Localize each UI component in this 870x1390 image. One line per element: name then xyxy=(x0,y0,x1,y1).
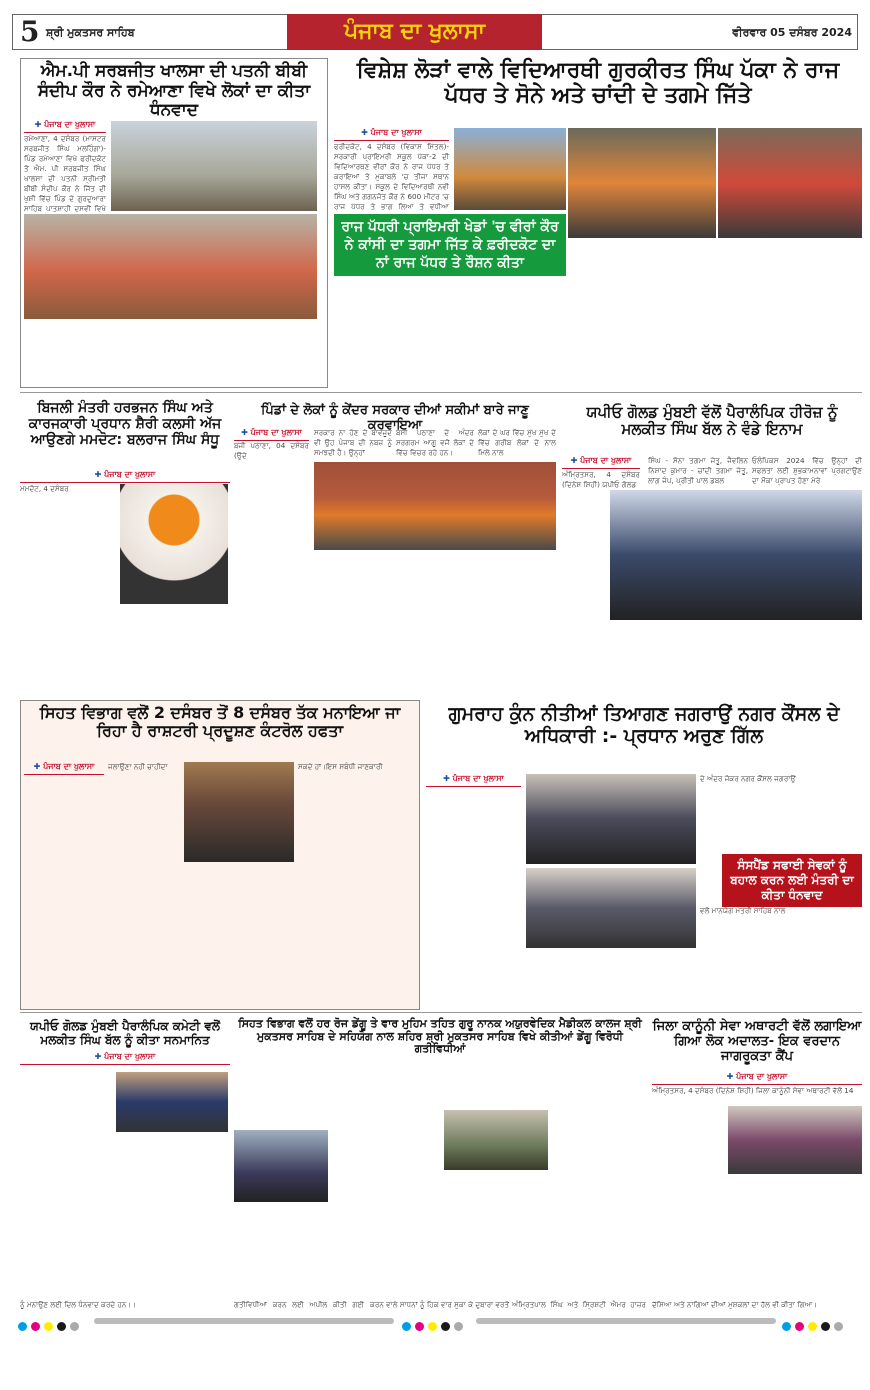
article-photo xyxy=(718,128,862,238)
article-body-continued xyxy=(24,322,317,382)
article-photo xyxy=(111,121,317,211)
plus-icon: ✚ xyxy=(361,128,368,137)
byline-label: ਪੰਜਾਬ ਦਾ ਖੁਲਾਸਾ xyxy=(43,762,95,771)
byline-label: ਪੰਜਾਬ ਦਾ ਖੁਲਾਸਾ xyxy=(104,470,156,479)
byline xyxy=(426,774,521,787)
byline xyxy=(20,470,230,483)
article-body-end: ਅੰਮ੍ਰਿਤਪਾਲ ਸਿੰਘ ਅਤੇ ਸ੍ਰਿਸ਼ਟੀ ਐਮਰ ਹਾਜ਼ਰ xyxy=(512,1300,646,1309)
print-bar xyxy=(94,1318,394,1324)
article-column: ਦੇ ਅੰਦਰ ਜੋਕਰ ਨਗਰ ਕੌਂਸਲ ਜਗਰਾਉਂ xyxy=(700,774,796,783)
article-body-continued xyxy=(562,625,862,687)
article-column: ਸਕਦੇ ਹਾਂ।ਇਸ ਸਬੰਧੀ ਜਾਣਕਾਰੀ xyxy=(298,762,383,771)
byline-label: ਪੰਜਾਬ ਦਾ ਖੁਲਾਸਾ xyxy=(104,1052,156,1061)
article-photo xyxy=(116,1072,228,1132)
plus-icon: ✚ xyxy=(94,1052,102,1061)
article-body xyxy=(20,1066,112,1176)
article-body-continued xyxy=(652,1178,862,1278)
color-dot xyxy=(57,1322,66,1331)
color-dot xyxy=(821,1322,830,1331)
article-headline[interactable]: ਪਿੰਡਾਂ ਦੇ ਲੋਕਾਂ ਨੂੰ ਕੇਂਦਰ ਸਰਕਾਰ ਦੀਆਂ ਸਕੀਮਾਂ ਬਾਰੇ ਜਾਣੂ ਕਰਵਾਇਆ xyxy=(261,403,529,433)
article-body: ਅੰਮ੍ਰਿਤਸਰ, 4 ਦਸੰਬਰ (ਦਿਨੇਸ਼ ਸ਼ਿਹੀ) ਯਪੀਓ ਗੋਲਡ xyxy=(562,470,640,489)
byline xyxy=(20,1052,230,1065)
byline xyxy=(234,428,309,441)
page-number: 5 xyxy=(20,15,40,48)
person-photo xyxy=(120,484,228,604)
article-column: ਸਰਕਾਰ ਨਾ ਹੋਣ ਦੇ ਬਾਵਜੂਦ ਵੀ ਉਹ ਪੰਜਾਬ ਦੀ ਨਬਜ਼ ਨੂੰ ਸਮਝਦੀ ਹੈ। ਉਨ੍ਹਾਂ xyxy=(314,428,392,457)
article-photo xyxy=(610,490,862,620)
color-dot xyxy=(454,1322,463,1331)
color-dot xyxy=(441,1322,450,1331)
article-body-end: ਗਤੀਵਿਧੀਆਂ ਕਰਨ ਲਈ ਅਪੀਲ ਕੀਤੀ ਗਈ xyxy=(234,1300,364,1309)
article-body-continued xyxy=(20,1180,230,1300)
byline xyxy=(24,120,106,133)
byline-label: ਪੰਜਾਬ ਦਾ ਖੁਲਾਸਾ xyxy=(44,120,96,129)
article-photo xyxy=(24,214,317,319)
article-body xyxy=(24,776,104,1001)
byline-label: ਪੰਜਾਬ ਦਾ ਖੁਲਾਸਾ xyxy=(580,456,632,465)
color-dot xyxy=(428,1322,437,1331)
article-photo xyxy=(454,128,566,210)
article-headline[interactable]: ਸਿਹਤ ਵਿਭਾਗ ਵਲੋਂ ਹਰ ਰੋਜ ਡੇਂਗੂ ਤੇ ਵਾਰ ਮੁਹਿਮ ਤਹਿਤ ਗੁਰੂ ਨਾਨਕ ਅਯੁਰਵੇਦਿਕ ਮੈਡੀਕਲ ਕਾਲਜ ਸ਼੍ਰੀ ਮੁਕਤਸਰ ਸਾਹਿਬ ਦੇ ਸਹਿਯੋਗ ਨਾਲ ਸ਼ਹਿਰ ਸ਼੍ਰੀ ਮੁਕਤਸਰ ਸਾਹਿਬ ਵਿਖੇ ਕੀਤੀਆਂ ਡੇਂਗੂ ਵਿਰੋਧੀ ਗਤੀਵਿਧੀਆਂ xyxy=(238,1017,642,1056)
article-body: ਮਮਦੋਟ, 4 ਦਸੰਬਰ xyxy=(20,484,69,493)
plus-icon: ✚ xyxy=(241,428,248,437)
color-dot xyxy=(782,1322,791,1331)
plus-icon: ✚ xyxy=(33,762,41,771)
plus-icon: ✚ xyxy=(570,456,578,465)
plus-icon: ✚ xyxy=(443,774,450,783)
print-color-marks xyxy=(782,1316,847,1335)
color-dot xyxy=(44,1322,53,1331)
article-body xyxy=(234,1048,646,1298)
byline-label: ਪੰਜਾਬ ਦਾ ਖੁਲਾਸਾ xyxy=(736,1072,788,1081)
print-bar xyxy=(476,1318,776,1324)
color-dot xyxy=(18,1322,27,1331)
article-body-end: ਨੂੰ ਮਨਾਉਣ ਲਈ ਦਿਲ ਧੰਨਵਾਦ ਕਰਦੇ ਹਨ।। xyxy=(20,1300,137,1309)
article-headline[interactable]: ਗੁਮਰਾਹ ਕੁੰਨ ਨੀਤੀਆਂ ਤਿਆਗਣ ਜਗਰਾਉਂ ਨਗਰ ਕੌਂਸਲ ਦੇ ਅਧਿਕਾਰੀ :- ਪ੍ਰਧਾਨ ਅਰੁਣ ਗਿੱਲ xyxy=(448,703,840,747)
highlight-box: ਸੰਸਪੈਂਡ ਸਫਾਈ ਸੇਵਕਾਂ ਨੂੰ ਬਹਾਲ ਕਰਨ ਲਈ ਮੰਤਰੀ ਦਾ ਕੀਤਾ ਧੰਨਵਾਦ xyxy=(722,854,862,907)
color-dot xyxy=(70,1322,79,1331)
issue-date: ਵੀਰਵਾਰ 05 ਦਸੰਬਰ 2024 xyxy=(732,26,852,39)
article-column: ਸਿੰਘ - ਸੋਨਾ ਤਗਮਾ ਜੇਤੂ, ਜੈਵਲਿਨ ਨਿਸ਼ਾਦ ਕੁਮਾਰ - ਚਾਂਦੀ ਤਗਮਾ ਜੇਤੂ, ਲਾਂਗ ਜੰਪ, ਪ੍ਰੀਤੀ ਪਾਲ ਡਬਲ xyxy=(648,456,748,485)
divider xyxy=(20,392,862,393)
color-dot xyxy=(31,1322,40,1331)
color-dot xyxy=(808,1322,817,1331)
color-dot xyxy=(415,1322,424,1331)
color-dot xyxy=(834,1322,843,1331)
article-photo xyxy=(728,1106,862,1174)
byline-label: ਪੰਜਾਬ ਦਾ ਖੁਲਾਸਾ xyxy=(452,774,504,783)
city-label: ਸ਼੍ਰੀ ਮੁਕਤਸਰ ਸਾਹਿਬ xyxy=(46,26,135,39)
article-photo xyxy=(568,128,716,238)
article-column: ਲੋਕਾਂ ਦੇ ਘਰ ਵਿੱਚ ਮੁੱਖ ਮੁੱਖ ਦੇ ਵਿੱਚ ਗਰੀਬ ਲੋਕਾਂ ਦੇ ਨਾਲ ਮਿਲੇ ਨਾਲ xyxy=(478,428,556,457)
article-headline[interactable]: ਬਿਜਲੀ ਮੰਤਰੀ ਹਰਭਜਨ ਸਿੰਘ ਅਤੇ ਕਾਰਜਕਾਰੀ ਪ੍ਰਧਾਨ ਸ਼ੈਰੀ ਕਲਸੀ ਅੱਜ ਆਉਣਗੇ ਮਮਦੋਟ: ਬਲਰਾਜ ਸਿੰਘ ਸੰਧੂ xyxy=(28,400,222,449)
article-body-end: ਦੱਸਿਆ ਅਤੇ ਨਾਗਿਆਂ ਦੀਆਂ ਮੁਸ਼ਕਲਾਂ ਦਾ ਹੱਲ ਵੀ ਕੀਤਾ ਗਿਆ। xyxy=(652,1300,818,1309)
plus-icon: ✚ xyxy=(34,120,42,129)
article-photo xyxy=(314,462,556,550)
article-column: ਬਸੀ ਪਠਾਣਾ ਦੇ ਅੰਦਰ ਸਰਗਰਮ ਆਗੂ ਵਜੋਂ ਲੋਕਾਂ ਦੇ ਵਿੱਚ ਵਿਚਰ ਰਹੇ ਹਨ। xyxy=(396,428,474,457)
byline-label: ਪੰਜਾਬ ਦਾ ਖੁਲਾਸਾ xyxy=(250,428,302,437)
divider xyxy=(20,1012,862,1013)
article-body-continued xyxy=(234,555,556,685)
byline xyxy=(24,762,104,775)
plus-icon: ✚ xyxy=(726,1072,734,1081)
article-body-continued xyxy=(20,618,230,692)
color-dot xyxy=(795,1322,804,1331)
article-column: ਵਲੋਂ ਮਾਨਯੋਗ ਮੰਤਰੀ ਸਾਹਿਬ ਨਾਲ xyxy=(700,906,786,915)
article-body: ਫਰੀਦਕੋਟ, 4 ਦਸੰਬਰ (ਵਿਕਾਸ ਮਿੱਤਲ)-ਸਰਕਾਰੀ ਪ੍ਰਾਇਮਰੀ ਸਕੂਲ ਪੱਕਾ-2 ਦੀ ਵਿਦਿਆਰਥਣ ਵੀਰਾਂ ਕੌਰ ਨੇ ਰਾਜ ਪੱਧਰ ਤੇ ਕਰਾਇਆਂ ਤੇ ਮੁਕਾਬਲੇ 'ਚ ਤੀਜਾ ਸਥਾਨ ਹਾਸਲ ਕੀਤਾ। ਸਕੂਲ ਦੇ ਵਿਦਿਆਰਥੀ ਨਵੀ ਸਿੰਘ ਅਤੇ ਗਗਨਜੋਤ ਕੌਰ ਨੇ 600 ਮੀਟਰ 'ਚ ਰਾਜ ਪੱਧਰ ਤੇ ਭਾਗ ਲਿਆ ਤੇ ਵਧੀਆ xyxy=(334,142,449,211)
article-headline[interactable]: ਯਪੀਓ ਗੋਲਡ ਮੁੰਬਈ ਵੱਲੋਂ ਪੈਰਾਲੰਪਿਕ ਹੀਰੋਜ਼ ਨੂੰ ਮਲਕੀਤ ਸਿੰਘ ਬੱਲ ਨੇ ਵੰਡੇ ਇਨਾਮ xyxy=(586,403,838,439)
person-photo xyxy=(184,762,294,862)
article-headline[interactable]: ਐਮ.ਪੀ ਸਰਬਜੀਤ ਖਾਲਸਾ ਦੀ ਪਤਨੀ ਬੀਬੀ ਸੰਦੀਪ ਕੌਰ ਨੇ ਰਮੇਆਣਾ ਵਿਖੇ ਲੋਕਾਂ ਦਾ ਕੀਤਾ ਧੰਨਵਾਦ xyxy=(37,61,311,121)
byline-label: ਪੰਜਾਬ ਦਾ ਖੁਲਾਸਾ xyxy=(370,128,422,137)
color-dot xyxy=(402,1322,411,1331)
byline xyxy=(652,1072,862,1085)
article-body-end: ਕਰਨ ਵਾਲੇ ਸਾਧਨਾਂ ਨੂੰ ਹਿਕ ਵਾਰ ਸੁਕਾ ਕੇ ਦੁਬਾਰਾ ਵਰਤੋਂ xyxy=(370,1300,510,1309)
article-body xyxy=(426,788,521,1008)
plus-icon: ✚ xyxy=(94,470,102,479)
article-photo xyxy=(526,774,696,864)
article-body-continued xyxy=(334,262,862,382)
article-headline[interactable]: ਜਿਲਾ ਕਾਨੂੰਨੀ ਸੇਵਾ ਅਥਾਰਟੀ ਵੱਲੋਂ ਲਗਾਇਆ ਗਿਆ ਲੋਕ ਅਦਾਲਤ- ਇਕ ਵਰਦਾਨ ਜਾਗਰੂਕਤਾ ਕੈਂਪ xyxy=(652,1019,862,1064)
article-body: ਰਮੇਆਣਾ, 4 ਦਸੰਬਰ (ਮਾਸਟਰ ਸਰਬਜੀਤ ਸਿੰਘ ਮਲਹਿੰਗਾ)- ਪਿੰਡ ਰਮੇਆਣਾ ਵਿਖੇ ਫਰੀਦਕੋਟ ਤੋਂ ਐਮ. ਪੀ ਸਰਬਜੀਤ ਸਿੰਘ ਖਾਲਸਾ ਦੀ ਪਤਨੀ ਸ੍ਰੀਮਤੀ ਬੀਬੀ ਸੰਦੀਪ ਕੌਰ ਨੇ ਜਿੱਤ ਦੀ ਖੁਸ਼ੀ ਵਿੱਚ ਪਿੰਡ ਦੇ ਗੁਰਦੁਆਰਾ ਸਾਹਿਬ ਪਾਤਸ਼ਾਹੀ ਦਸਵੀਂ ਵਿਖੇ xyxy=(24,134,106,213)
byline xyxy=(334,128,449,141)
article-body: ਅੰਮ੍ਰਿਤਸਰ, 4 ਦਸੰਬਰ (ਦਿਨੇਸ਼ ਸ਼ਿਹੀ) ਜਿਲਾ ਕਾਨੂੰਨੀ ਸੇਵਾ ਅਥਾਰਟੀ ਵੱਲੋਂ 14 xyxy=(652,1086,854,1095)
article-body: ਬਜੀ ਪਠਾਣਾ, 04 ਦਸੰਬਰ (ਉਦੇ xyxy=(234,441,309,460)
print-color-marks xyxy=(402,1316,467,1335)
paper-name-banner: ਪੰਜਾਬ ਦਾ ਖੁਲਾਸਾ xyxy=(287,14,542,50)
article-column: ਓਲੰਪਿਕਸ 2024 ਵਿੱਚ ਉਨ੍ਹਾਂ ਦੀ ਸਫਲਤਾ ਲਈ ਸ਼ੁਭਕਾਮਨਾਵਾਂ ਪ੍ਰਗਟਾਉਣ ਦਾ ਮੌਕਾ ਪ੍ਰਾਪਤ ਹੋਣਾ ਮੇਰੇ xyxy=(752,456,862,485)
article-headline[interactable]: ਵਿਸ਼ੇਸ਼ ਲੋੜਾਂ ਵਾਲੇ ਵਿਦਿਆਰਥੀ ਗੁਰਕੀਰਤ ਸਿੰਘ ਪੱਕਾ ਨੇ ਰਾਜ ਪੱਧਰ ਤੇ ਸੋਨੇ ਅਤੇ ਚਾਂਦੀ ਦੇ ਤਗਮੇ ਜਿੱਤੇ xyxy=(356,58,840,109)
article-headline[interactable]: ਯਪੀਓ ਗੋਲਡ ਮੁੰਬਈ ਪੈਰਾਲੰਪਿਕ ਕਮੇਟੀ ਵਲੋਂ ਮਲਕੀਤ ਸਿੰਘ ਬੱਲ ਨੂੰ ਕੀਤਾ ਸਨਮਾਨਿਤ xyxy=(30,1019,220,1047)
article-column: ਜਲਾਉਣਾ ਨਹੀ ਚਾਹੀਦਾ xyxy=(108,762,168,771)
highlight-box: ਰਾਜ ਪੱਧਰੀ ਪ੍ਰਾਇਮਰੀ ਖੇਡਾਂ 'ਚ ਵੀਰਾਂ ਕੌਰ ਨੇ ਕਾਂਸੀ ਦਾ ਤਗਮਾ ਜਿੱਤ ਕੇ ਫ਼ਰੀਦਕੋਟ ਦਾ ਨਾਂ ਰਾਜ ਪੱਧਰ ਤੇ ਰੌਸ਼ਨ ਕੀਤਾ xyxy=(334,214,566,276)
article-headline[interactable]: ਸਿਹਤ ਵਿਭਾਗ ਵਲੋਂ 2 ਦਸੰਬਰ ਤੋਂ 8 ਦਸੰਬਰ ਤੱਕ ਮਨਾਇਆ ਜਾ ਰਿਹਾ ਹੈ ਰਾਸ਼ਟਰੀ ਪ੍ਰਦੂਸ਼ਣ ਕੰਟਰੋਲ ਹਫਤਾ xyxy=(39,703,401,741)
article-photo xyxy=(526,868,696,948)
print-color-marks xyxy=(18,1316,83,1335)
byline xyxy=(562,456,640,469)
